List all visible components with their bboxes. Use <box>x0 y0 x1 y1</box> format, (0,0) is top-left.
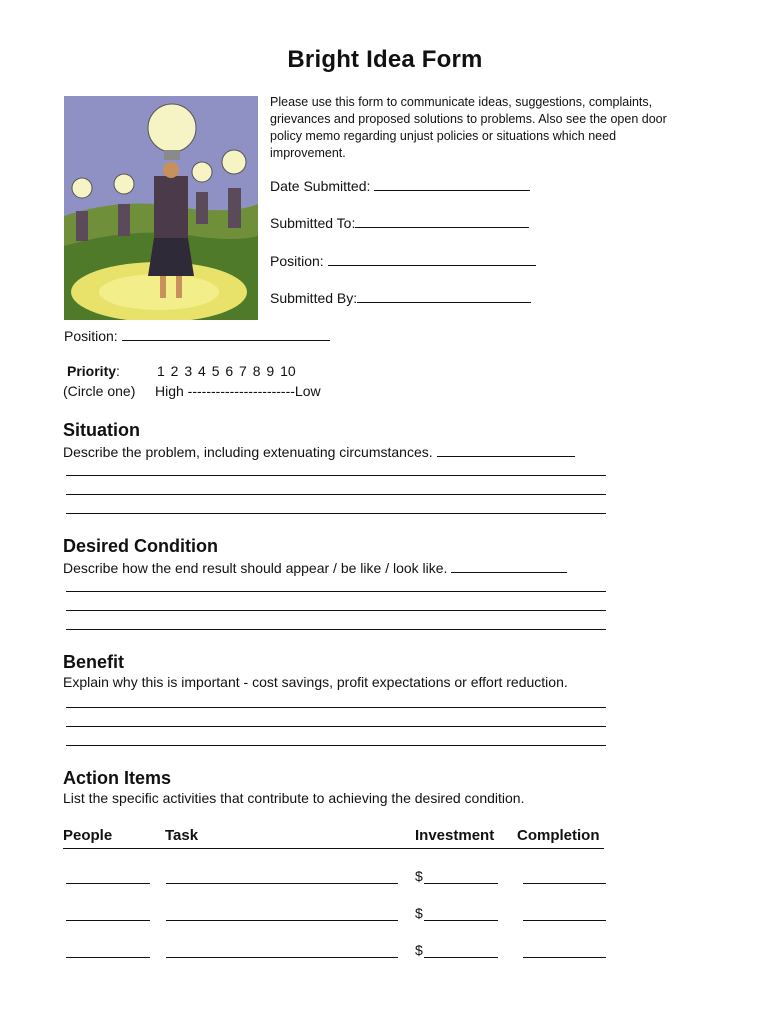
people-line[interactable] <box>66 920 150 921</box>
action-row <box>0 905 770 925</box>
completion-line[interactable] <box>523 883 606 884</box>
task-line[interactable] <box>166 957 398 958</box>
date-submitted-line[interactable] <box>374 176 530 191</box>
intro-line: policy memo regarding unjust policies or situations which need <box>270 129 617 143</box>
completion-line[interactable] <box>523 957 606 958</box>
currency-sign: $ <box>415 905 423 921</box>
position2-label: Position: <box>64 328 118 344</box>
investment-line[interactable] <box>424 957 498 958</box>
desired-condition-prompt <box>63 558 567 576</box>
priority-circle-one: (Circle one) <box>63 383 136 399</box>
situation-line[interactable] <box>66 513 606 514</box>
date-submitted-field <box>270 176 530 194</box>
submitted-by-line[interactable] <box>357 288 531 303</box>
desired-condition-line[interactable] <box>66 610 606 611</box>
situation-heading: Situation <box>63 420 140 440</box>
intro-line: grievances and proposed solutions to problems. Also see the open door <box>270 112 667 126</box>
light-bulb-people-illustration <box>64 96 258 320</box>
action-items-prompt: List the specific activities that contribute to achieving the desired condition. <box>63 790 525 806</box>
desired-condition-line[interactable] <box>66 591 606 592</box>
investment-line[interactable] <box>424 920 498 921</box>
intro-line: improvement. <box>270 146 346 160</box>
form-title: Bright Idea Form <box>287 46 483 73</box>
desired-condition-prompt-text: Describe how the end result should appear / be like / look like. <box>63 560 448 576</box>
action-row <box>0 942 770 962</box>
submitted-to-label: Submitted To: <box>270 215 356 231</box>
situation-prompt <box>63 442 575 460</box>
column-header-completion: Completion <box>517 827 600 844</box>
people-line[interactable] <box>66 883 150 884</box>
intro-line: Please use this form to communicate ideas, suggestions, complaints, <box>270 95 653 109</box>
column-header-rule <box>63 848 604 849</box>
situation-prompt-line[interactable] <box>437 442 575 457</box>
situation-prompt-text: Describe the problem, including extenuating circumstances. <box>63 444 433 460</box>
benefit-line[interactable] <box>66 726 606 727</box>
submitted-by-field <box>270 288 531 306</box>
currency-sign: $ <box>415 942 423 958</box>
benefit-prompt: Explain why this is important - cost savings, profit expectations or effort reduction. <box>63 674 568 690</box>
situation-line[interactable] <box>66 475 606 476</box>
desired-condition-line[interactable] <box>66 629 606 630</box>
task-line[interactable] <box>166 920 398 921</box>
priority-colon: : <box>116 363 120 379</box>
completion-line[interactable] <box>523 920 606 921</box>
priority-label: Priority <box>67 363 117 379</box>
position2-field <box>64 326 330 344</box>
submitted-by-label: Submitted By: <box>270 290 358 306</box>
priority-numbers[interactable]: 1 2 3 4 5 6 7 8 9 10 <box>157 363 296 379</box>
column-header-task: Task <box>165 827 199 844</box>
action-items-heading: Action Items <box>63 768 172 788</box>
submitted-to-field <box>270 213 529 231</box>
position-field <box>270 251 536 269</box>
date-submitted-label: Date Submitted: <box>270 178 371 194</box>
action-row <box>0 868 770 888</box>
position-line[interactable] <box>328 251 536 266</box>
column-header-people: People <box>63 827 113 844</box>
intro-paragraph <box>270 94 710 162</box>
desired-condition-heading: Desired Condition <box>63 536 219 556</box>
benefit-heading: Benefit <box>63 652 125 672</box>
people-line[interactable] <box>66 957 150 958</box>
benefit-line[interactable] <box>66 745 606 746</box>
situation-line[interactable] <box>66 494 606 495</box>
column-header-investment: Investment <box>415 827 495 844</box>
position-label: Position: <box>270 253 324 269</box>
position2-line[interactable] <box>122 326 330 341</box>
benefit-line[interactable] <box>66 707 606 708</box>
task-line[interactable] <box>166 883 398 884</box>
priority-scale: High -----------------------Low <box>155 383 321 399</box>
investment-line[interactable] <box>424 883 498 884</box>
desired-condition-prompt-line[interactable] <box>451 558 567 573</box>
priority-label-wrap <box>67 363 120 379</box>
currency-sign: $ <box>415 868 423 884</box>
submitted-to-line[interactable] <box>355 213 529 228</box>
